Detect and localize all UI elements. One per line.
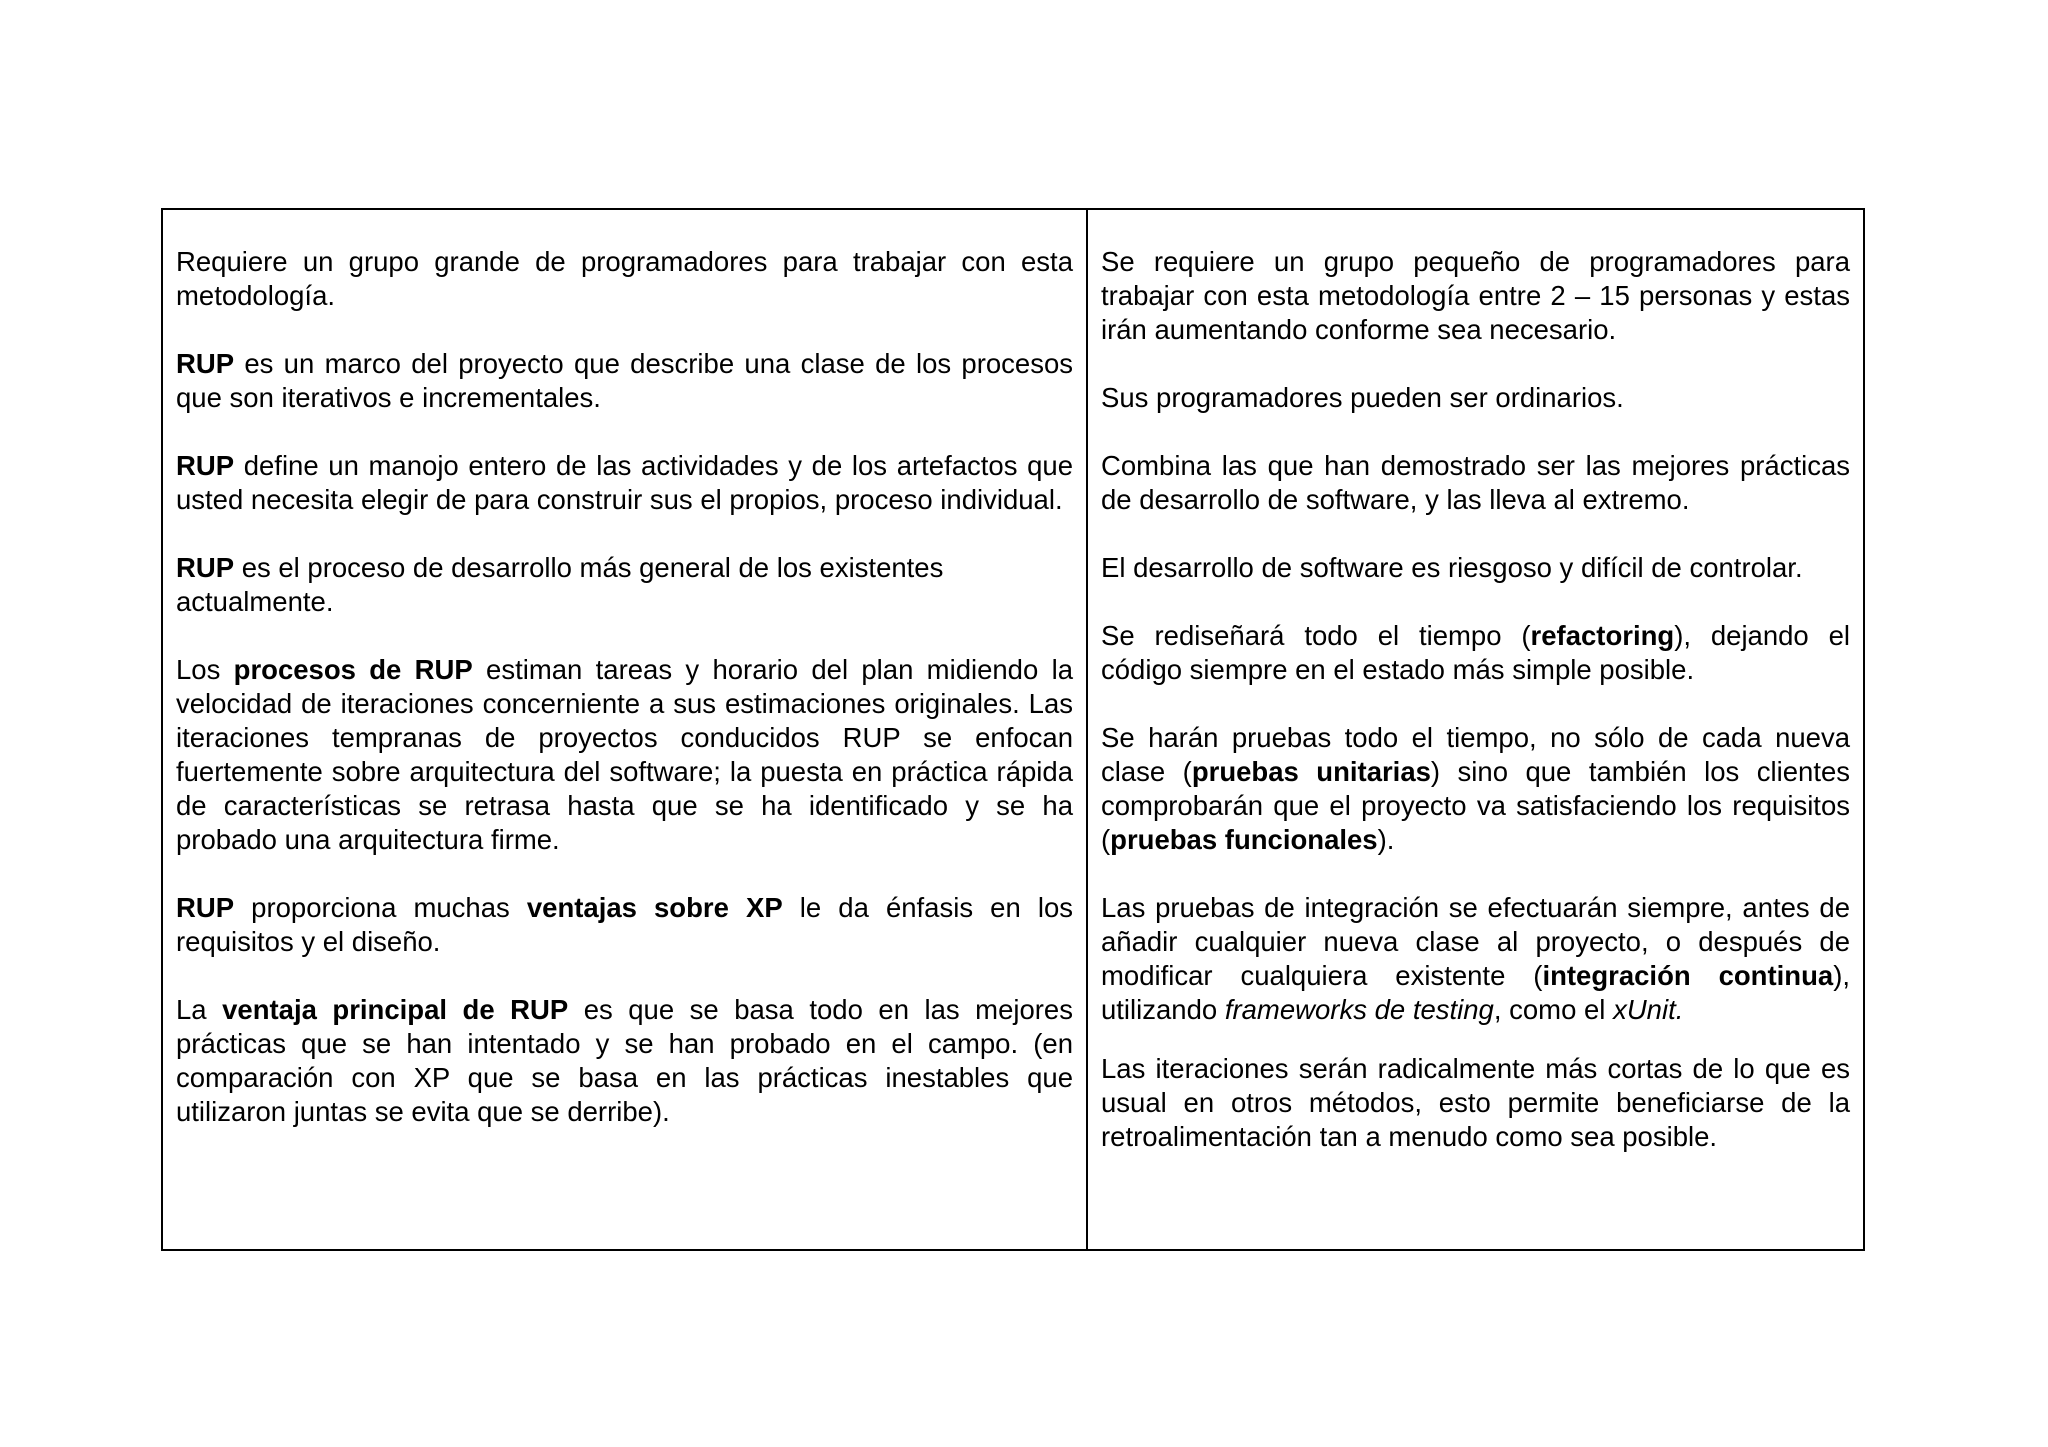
rup-paragraph-3: RUP define un manojo entero de las actividades y de los artefactos que usted necesita elegir de para construir sus el propios, proceso individual. <box>176 450 1073 515</box>
xp-paragraph-5: Se rediseñará todo el tiempo (refactoring), dejando el código siempre en el estado más simple posible. <box>1101 620 1851 685</box>
xp-paragraph-6: Se harán pruebas todo el tiempo, no sólo de cada nueva clase (pruebas unitarias) sino que también los clientes comprobarán que el proyecto va satisfaciendo los requisitos (pruebas funcionales). <box>1101 722 1851 855</box>
rup-column <box>163 210 1088 1249</box>
rup-paragraph-6: RUP proporciona muchas ventajas sobre XP le da énfasis en los requisitos y el diseño. <box>176 892 1073 957</box>
xp-paragraph-1: Se requiere un grupo pequeño de programadores para trabajar con esta metodología entre 2 – 15 personas y estas irán aumentando conforme sea necesario. <box>1101 246 1850 345</box>
rup-paragraph-7: La ventaja principal de RUP es que se basa todo en las mejores prácticas que se han intentado y se han probado en el campo. (en comparación con XP que se basa en las prácticas inestables que utilizaron juntas se evita que se derribe). <box>176 994 1073 1127</box>
rup-paragraph-5: Los procesos de RUP estiman tareas y horario del plan midiendo la velocidad de iteraciones concerniente a sus estimaciones originales. Las iteraciones tempranas de proyectos conducidos RUP se enfocan fuertemente sobre arquitectura del software; la puesta en práctica rápida de características se retrasa hasta que se ha identificado y se ha probado una arquitectura firme. <box>176 654 1073 855</box>
xp-paragraph-4: El desarrollo de software es riesgoso y difícil de controlar. <box>1101 552 1803 583</box>
xp-column <box>1088 210 1863 1249</box>
xp-paragraph-3: Combina las que han demostrado ser las mejores prácticas de desarrollo de software, y las lleva al extremo. <box>1101 450 1850 515</box>
rup-paragraph-2: RUP es un marco del proyecto que describe una clase de los procesos que son iterativos e incrementales. <box>176 348 1073 413</box>
xp-paragraph-2: Sus programadores pueden ser ordinarios. <box>1101 382 1624 413</box>
rup-paragraph-1: Requiere un grupo grande de programadores para trabajar con esta metodología. <box>176 246 1073 311</box>
xp-paragraph-7: Las pruebas de integración se efectuarán siempre, antes de añadir cualquier nueva clase al proyecto, o después de modificar cualquiera existente (integración continua), utilizando frameworks de testing, como el xUnit. <box>1101 892 1850 1025</box>
rup-paragraph-4: RUP es el proceso de desarrollo más general de los existentes actualmente. <box>176 552 944 617</box>
xp-paragraph-8: Las iteraciones serán radicalmente más cortas de lo que es usual en otros métodos, esto permite beneficiarse de la retroalimentación tan a menudo como sea posible. <box>1101 1053 1850 1152</box>
comparison-table <box>161 208 1865 1251</box>
